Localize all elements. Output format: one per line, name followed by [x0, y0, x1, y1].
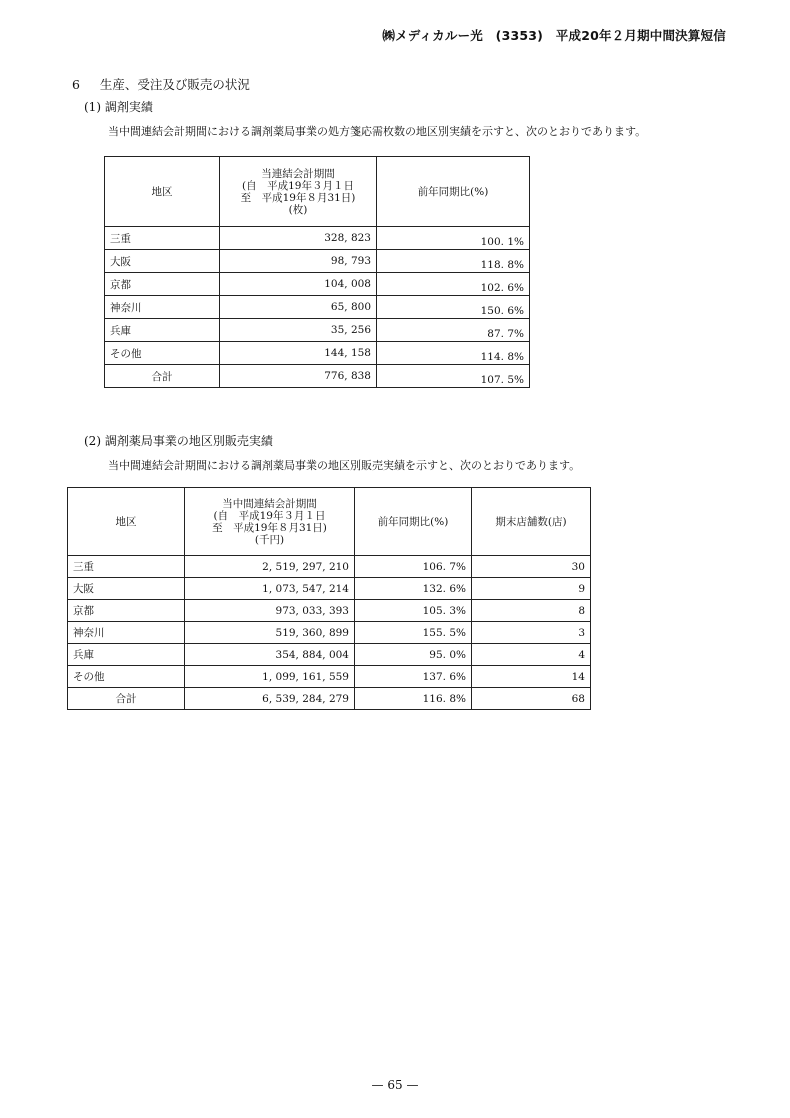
table-row	[68, 578, 591, 600]
section-title	[72, 75, 250, 93]
row-stores: 9	[472, 578, 591, 600]
row-yoy: 114. 8%	[377, 342, 530, 365]
part2-description: 当中間連結会計期間における調剤薬局事業の地区別販売実績を示すと、次のとおりであります。	[108, 459, 581, 472]
table-row	[68, 622, 591, 644]
table-row	[105, 250, 530, 273]
row-stores: 3	[472, 622, 591, 644]
table-row	[68, 600, 591, 622]
row-value: 1, 099, 161, 559	[185, 666, 355, 688]
part1-title: (1) 調剤実績	[84, 100, 153, 114]
row-value: 144, 158	[220, 342, 377, 365]
row-yoy: 155. 5%	[355, 622, 472, 644]
row-yoy: 150. 6%	[377, 296, 530, 319]
part1-description: 当中間連結会計期間における調剤薬局事業の処方箋応需枚数の地区別実績を示すと、次のとおりであります。	[108, 125, 647, 138]
total-stores: 68	[472, 688, 591, 710]
row-stores: 8	[472, 600, 591, 622]
section-number: 6	[72, 77, 80, 92]
header-period-line3: 至 平成19年８月31日)	[212, 521, 327, 534]
section-title-text: 生産、受注及び販売の状況	[99, 77, 250, 92]
total-yoy: 116. 8%	[355, 688, 472, 710]
header-region: 地区	[68, 488, 185, 556]
row-value: 104, 008	[220, 273, 377, 296]
row-value: 1, 073, 547, 214	[185, 578, 355, 600]
total-value: 776, 838	[220, 365, 377, 388]
table-header-row	[105, 157, 530, 227]
document-header: ㈱メディカルー光 (3353) 平成20年２月期中間決算短信	[382, 28, 726, 43]
header-period-line2: (自 平成19年３月１日	[213, 509, 326, 522]
table-row	[68, 644, 591, 666]
row-value: 2, 519, 297, 210	[185, 556, 355, 578]
table-row	[105, 342, 530, 365]
header-period-line4: (千円)	[254, 533, 285, 546]
row-value: 519, 360, 899	[185, 622, 355, 644]
header-period-line3: 至 平成19年８月31日)	[240, 191, 356, 204]
row-yoy: 132. 6%	[355, 578, 472, 600]
dispensing-results-table	[104, 156, 530, 388]
row-region: 大阪	[68, 578, 185, 600]
header-period-line2: (自 平成19年３月１日	[242, 179, 354, 192]
header-yoy: 前年同期比(%)	[355, 488, 472, 556]
row-value: 98, 793	[220, 250, 377, 273]
row-yoy: 105. 3%	[355, 600, 472, 622]
row-region: 神奈川	[68, 622, 185, 644]
header-period-line4: (枚)	[288, 203, 308, 216]
row-region: 神奈川	[105, 296, 220, 319]
table-total-row	[68, 688, 591, 710]
row-region: 兵庫	[68, 644, 185, 666]
total-yoy: 107. 5%	[377, 365, 530, 388]
table-row	[68, 666, 591, 688]
header-yoy: 前年同期比(%)	[377, 157, 530, 227]
table-row	[105, 273, 530, 296]
table-row	[105, 319, 530, 342]
table-row	[105, 296, 530, 319]
part2-title: (2) 調剤薬局事業の地区別販売実績	[84, 434, 273, 448]
header-period-line1: 当中間連結会計期間	[222, 497, 317, 510]
row-yoy: 102. 6%	[377, 273, 530, 296]
regional-sales-table	[67, 487, 591, 710]
table-total-row	[105, 365, 530, 388]
table-header-row	[68, 488, 591, 556]
row-yoy: 95. 0%	[355, 644, 472, 666]
header-period	[220, 157, 377, 227]
row-value: 35, 256	[220, 319, 377, 342]
header-region: 地区	[105, 157, 220, 227]
row-region: 大阪	[105, 250, 220, 273]
row-region: 三重	[68, 556, 185, 578]
row-value: 65, 800	[220, 296, 377, 319]
row-stores: 14	[472, 666, 591, 688]
row-value: 973, 033, 393	[185, 600, 355, 622]
row-region: 兵庫	[105, 319, 220, 342]
header-period-line1: 当連結会計期間	[261, 167, 335, 180]
row-yoy: 118. 8%	[377, 250, 530, 273]
table-row	[68, 556, 591, 578]
row-yoy: 137. 6%	[355, 666, 472, 688]
row-region: その他	[68, 666, 185, 688]
row-region: 三重	[105, 227, 220, 250]
row-region: 京都	[68, 600, 185, 622]
total-label: 合計	[68, 688, 185, 710]
row-yoy: 87. 7%	[377, 319, 530, 342]
row-value: 328, 823	[220, 227, 377, 250]
header-stores: 期末店舗数(店)	[472, 488, 591, 556]
row-yoy: 106. 7%	[355, 556, 472, 578]
total-label: 合計	[105, 365, 220, 388]
row-yoy: 100. 1%	[377, 227, 530, 250]
page-number: — 65 —	[371, 1078, 419, 1092]
row-region: その他	[105, 342, 220, 365]
row-stores: 4	[472, 644, 591, 666]
row-region: 京都	[105, 273, 220, 296]
table-row	[105, 227, 530, 250]
total-value: 6, 539, 284, 279	[185, 688, 355, 710]
header-period	[185, 488, 355, 556]
row-stores: 30	[472, 556, 591, 578]
row-value: 354, 884, 004	[185, 644, 355, 666]
